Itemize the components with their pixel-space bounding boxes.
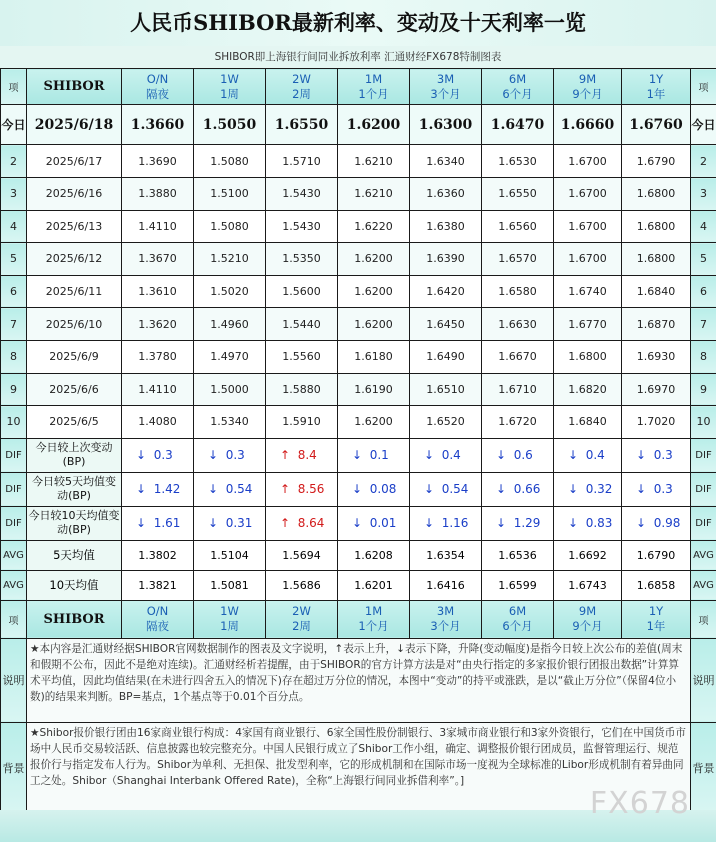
dif-number: 1.42 — [153, 482, 181, 497]
arrow-down-icon: ↓ — [636, 448, 647, 463]
dif-value — [338, 472, 410, 506]
dif-value — [338, 506, 410, 540]
today-date: 2025/6/18 — [27, 105, 122, 145]
history-rate: 1.5600 — [266, 275, 338, 308]
history-rate: 1.3780 — [122, 340, 194, 373]
arrow-up-icon: ↑ — [280, 516, 291, 531]
column-name: 1年 — [646, 86, 666, 101]
history-rate: 1.5560 — [266, 340, 338, 373]
avg-value: 1.5081 — [194, 570, 266, 600]
row-index: 5 — [1, 243, 27, 276]
row-index: 4 — [691, 210, 716, 243]
dif-value — [482, 438, 554, 472]
dif-value — [266, 438, 338, 472]
row-index: 9 — [691, 373, 716, 406]
today-rate: 1.6760 — [622, 105, 691, 145]
column-name: 1周 — [220, 86, 239, 101]
history-rate: 1.6550 — [482, 178, 554, 211]
history-rate: 1.3610 — [122, 275, 194, 308]
history-rate: 1.6840 — [622, 275, 691, 308]
arrow-down-icon: ↓ — [568, 448, 579, 463]
history-rate: 1.6490 — [410, 340, 482, 373]
history-date: 2025/6/11 — [27, 275, 122, 308]
history-rate: 1.6800 — [622, 243, 691, 276]
side-label-note: 说明 — [1, 638, 27, 722]
history-rate: 1.6800 — [622, 178, 691, 211]
history-rate: 1.6870 — [622, 308, 691, 341]
arrow-down-icon: ↓ — [496, 448, 507, 463]
row-index: 7 — [1, 308, 27, 341]
dif-number: 0.6 — [513, 448, 533, 463]
history-rate: 1.4110 — [122, 210, 194, 243]
side-label-header: 项 — [1, 69, 27, 105]
table-row — [1, 638, 716, 722]
history-rate: 1.4080 — [122, 406, 194, 439]
dif-value — [622, 506, 691, 540]
history-rate: 1.5000 — [194, 373, 266, 406]
column-header — [622, 600, 691, 638]
dif-number: 0.08 — [369, 482, 397, 497]
row-index: 5 — [691, 243, 716, 276]
dif-number: 0.1 — [369, 448, 389, 463]
row-index: 7 — [691, 308, 716, 341]
history-rate: 1.6200 — [338, 243, 410, 276]
column-header — [194, 69, 266, 105]
arrow-down-icon: ↓ — [208, 482, 219, 497]
side-label-avg: AVG — [1, 540, 27, 570]
column-code: 9M — [578, 604, 597, 619]
side-label-dif: DIF — [1, 506, 27, 540]
column-name: 2周 — [292, 619, 311, 634]
table-row — [1, 145, 716, 178]
side-label-header: 项 — [691, 69, 716, 105]
history-rate: 1.6360 — [410, 178, 482, 211]
history-rate: 1.4110 — [122, 373, 194, 406]
arrow-down-icon: ↓ — [636, 516, 647, 531]
avg-value: 1.6599 — [482, 570, 554, 600]
column-header — [554, 600, 622, 638]
history-rate: 1.5710 — [266, 145, 338, 178]
dif-value — [266, 506, 338, 540]
history-rate: 1.6200 — [338, 275, 410, 308]
page-subtitle: SHIBOR即上海银行间同业拆放利率 汇通财经FX678特制图表 — [0, 46, 716, 68]
avg-value: 1.6354 — [410, 540, 482, 570]
history-rate: 1.5430 — [266, 210, 338, 243]
dif-number: 0.66 — [513, 482, 541, 497]
history-rate: 1.6210 — [338, 178, 410, 211]
column-header — [410, 69, 482, 105]
history-date: 2025/6/17 — [27, 145, 122, 178]
side-label-background: 背景 — [691, 722, 716, 814]
dif-value — [554, 506, 622, 540]
rate-table — [0, 68, 716, 815]
arrow-down-icon: ↓ — [352, 482, 363, 497]
dif-value — [482, 472, 554, 506]
history-rate: 1.3620 — [122, 308, 194, 341]
avg-value: 1.6201 — [338, 570, 410, 600]
column-name: 1周 — [220, 619, 239, 634]
history-rate: 1.5440 — [266, 308, 338, 341]
header-label: SHIBOR — [27, 69, 122, 105]
history-rate: 1.4970 — [194, 340, 266, 373]
row-index: 4 — [1, 210, 27, 243]
avg-value: 1.3802 — [122, 540, 194, 570]
column-header — [194, 600, 266, 638]
dif-number: 1.61 — [153, 516, 181, 531]
history-date: 2025/6/16 — [27, 178, 122, 211]
dif-value — [338, 438, 410, 472]
arrow-down-icon: ↓ — [424, 448, 435, 463]
column-header — [338, 69, 410, 105]
history-rate: 1.6190 — [338, 373, 410, 406]
avg-value: 1.5104 — [194, 540, 266, 570]
arrow-down-icon: ↓ — [496, 482, 507, 497]
history-date: 2025/6/9 — [27, 340, 122, 373]
column-header — [122, 69, 194, 105]
dif-value — [622, 438, 691, 472]
table-row — [1, 243, 716, 276]
history-rate: 1.6580 — [482, 275, 554, 308]
side-label-note: 说明 — [691, 638, 716, 722]
column-header — [482, 69, 554, 105]
side-label-dif: DIF — [691, 438, 716, 472]
column-header — [338, 600, 410, 638]
history-rate: 1.6800 — [554, 340, 622, 373]
column-header — [266, 69, 338, 105]
table-row — [1, 406, 716, 439]
history-rate: 1.5430 — [266, 178, 338, 211]
history-rate: 1.6770 — [554, 308, 622, 341]
column-code: 1W — [220, 604, 239, 619]
row-index: 10 — [691, 406, 716, 439]
row-index: 8 — [1, 340, 27, 373]
history-rate: 1.6720 — [482, 406, 554, 439]
history-rate: 1.6180 — [338, 340, 410, 373]
history-rate: 1.6700 — [554, 178, 622, 211]
dif-value — [410, 472, 482, 506]
history-rate: 1.6970 — [622, 373, 691, 406]
dif-number: 0.32 — [585, 482, 613, 497]
dif-number: 0.4 — [585, 448, 605, 463]
today-rate: 1.6470 — [482, 105, 554, 145]
history-rate: 1.6560 — [482, 210, 554, 243]
row-index: 6 — [1, 275, 27, 308]
column-name: 1个月 — [358, 86, 389, 101]
dif-number: 0.4 — [441, 448, 461, 463]
history-rate: 1.6740 — [554, 275, 622, 308]
history-rate: 1.6380 — [410, 210, 482, 243]
row-index: 6 — [691, 275, 716, 308]
history-rate: 1.6700 — [554, 210, 622, 243]
history-rate: 1.6930 — [622, 340, 691, 373]
row-index: 3 — [691, 178, 716, 211]
arrow-up-icon: ↑ — [280, 482, 291, 497]
row-index: 8 — [691, 340, 716, 373]
dif-value — [266, 472, 338, 506]
side-label-today: 今日 — [691, 105, 716, 145]
row-index: 3 — [1, 178, 27, 211]
column-code: 3M — [436, 604, 455, 619]
column-header — [622, 69, 691, 105]
dif-number: 0.3 — [653, 448, 673, 463]
column-code: 1M — [364, 604, 383, 619]
dif-value — [194, 472, 266, 506]
dif-number: 0.01 — [369, 516, 397, 531]
table-row — [1, 105, 716, 145]
table-row — [1, 69, 716, 105]
history-rate: 1.6670 — [482, 340, 554, 373]
column-code: 9M — [578, 71, 597, 86]
column-name: 1个月 — [358, 619, 389, 634]
side-label-background: 背景 — [1, 722, 27, 814]
arrow-down-icon: ↓ — [352, 448, 363, 463]
avg-value: 1.3821 — [122, 570, 194, 600]
column-name: 6个月 — [502, 86, 533, 101]
arrow-down-icon: ↓ — [136, 448, 147, 463]
side-label-avg: AVG — [1, 570, 27, 600]
dif-number: 0.3 — [653, 482, 673, 497]
avg-value: 1.5694 — [266, 540, 338, 570]
history-rate: 1.5100 — [194, 178, 266, 211]
avg-value: 1.6692 — [554, 540, 622, 570]
history-rate: 1.5880 — [266, 373, 338, 406]
table-row — [1, 540, 716, 570]
table-row — [1, 210, 716, 243]
history-rate: 1.6210 — [338, 145, 410, 178]
side-label-header: 项 — [1, 600, 27, 638]
table-row — [1, 472, 716, 506]
column-name: 隔夜 — [146, 619, 169, 634]
avg-value: 1.6536 — [482, 540, 554, 570]
dif-value — [622, 472, 691, 506]
dif-number: 0.54 — [225, 482, 253, 497]
avg-label: 5天均值 — [27, 540, 122, 570]
dif-value — [122, 506, 194, 540]
side-label-header: 项 — [691, 600, 716, 638]
page-title: 人民币SHIBOR最新利率、变动及十天利率一览 — [0, 0, 716, 46]
history-rate: 1.6510 — [410, 373, 482, 406]
arrow-down-icon: ↓ — [136, 482, 147, 497]
history-rate: 1.7020 — [622, 406, 691, 439]
column-code: 3M — [436, 71, 455, 86]
history-date: 2025/6/10 — [27, 308, 122, 341]
column-code: O/N — [146, 604, 169, 619]
arrow-up-icon: ↑ — [280, 448, 291, 463]
history-rate: 1.6220 — [338, 210, 410, 243]
history-date: 2025/6/5 — [27, 406, 122, 439]
column-name: 3个月 — [430, 619, 461, 634]
column-header — [482, 600, 554, 638]
row-index: 10 — [1, 406, 27, 439]
row-index: 9 — [1, 373, 27, 406]
side-label-dif: DIF — [1, 472, 27, 506]
avg-value: 1.6416 — [410, 570, 482, 600]
history-rate: 1.6700 — [554, 243, 622, 276]
history-rate: 1.5020 — [194, 275, 266, 308]
side-label-avg: AVG — [691, 540, 716, 570]
column-header — [410, 600, 482, 638]
column-name: 9个月 — [572, 86, 603, 101]
avg-value: 1.6208 — [338, 540, 410, 570]
column-name: 6个月 — [502, 619, 533, 634]
column-header — [266, 600, 338, 638]
history-rate: 1.6450 — [410, 308, 482, 341]
column-code: O/N — [146, 71, 169, 86]
column-name: 2周 — [292, 86, 311, 101]
dif-number: 0.54 — [441, 482, 469, 497]
dif-number: 8.4 — [297, 448, 317, 463]
side-label-dif: DIF — [691, 472, 716, 506]
column-header — [554, 69, 622, 105]
dif-number: 0.3 — [225, 448, 245, 463]
arrow-down-icon: ↓ — [352, 516, 363, 531]
arrow-down-icon: ↓ — [424, 482, 435, 497]
background-text: ★Shibor报价银行团由16家商业银行构成：4家国有商业银行、6家全国性股份制银行、3家城市商业银行和3家外资银行，它们在中国货币市场中人民币交易较活跃、信息披露也较完整充分。中国人民银行成立了Shibor工作小组，确定、调整报价银行团成员，监督管理运行、规范报价行与指定发布人行为。Shibor为单利、无担保、批发型利率，它的形成机制和在国际市场一度视为全球标准的Libor形成机制有着异曲同工之处。Shibor（Shanghai Interbank Offered Rate)，全称“上海银行间同业拆借利率”。] — [27, 722, 691, 814]
row-index: 2 — [691, 145, 716, 178]
arrow-down-icon: ↓ — [208, 448, 219, 463]
history-rate: 1.6840 — [554, 406, 622, 439]
history-rate: 1.5350 — [266, 243, 338, 276]
dif-label: 今日较5天均值变动(BP) — [27, 472, 122, 506]
column-code: 1M — [364, 71, 383, 86]
table-row — [1, 506, 716, 540]
dif-value — [554, 438, 622, 472]
today-rate: 1.5050 — [194, 105, 266, 145]
side-label-today: 今日 — [1, 105, 27, 145]
history-rate: 1.5340 — [194, 406, 266, 439]
note-text: ★本内容是汇通财经据SHIBOR官网数据制作的图表及文字说明，↑表示上升，↓表示下降，升降(变动幅度)是指今日较上次公布的差值(周末和假期不公布，因此不是绝对连续)。汇通财经析若提醒，由于SHIBOR的官方计算方法是对“由央行指定的多家报价银行团报出数据”计算算术平均值，因此均值结果(在未进行四舍五入的情况下)存在超过万分位的情况，本图中“变动”的持平或涨跌，是以“截止万分位”（保留4位小数)的结果来判断。BP=基点，1个基点等于0.01个百分点。 — [27, 638, 691, 722]
table-row — [1, 275, 716, 308]
dif-value — [410, 506, 482, 540]
dif-value — [194, 506, 266, 540]
dif-label: 今日较10天均值变动(BP) — [27, 506, 122, 540]
dif-value — [554, 472, 622, 506]
column-code: 1W — [220, 71, 239, 86]
avg-value: 1.6743 — [554, 570, 622, 600]
column-header — [122, 600, 194, 638]
dif-number: 0.83 — [585, 516, 613, 531]
avg-value: 1.6790 — [622, 540, 691, 570]
table-row — [1, 308, 716, 341]
dif-value — [122, 472, 194, 506]
history-date: 2025/6/6 — [27, 373, 122, 406]
column-name: 9个月 — [572, 619, 603, 634]
today-rate: 1.6300 — [410, 105, 482, 145]
avg-label: 10天均值 — [27, 570, 122, 600]
column-code: 6M — [508, 71, 527, 86]
header-label: SHIBOR — [27, 600, 122, 638]
today-rate: 1.3660 — [122, 105, 194, 145]
today-rate: 1.6550 — [266, 105, 338, 145]
dif-label: 今日较上次变动(BP) — [27, 438, 122, 472]
arrow-down-icon: ↓ — [424, 516, 435, 531]
history-rate: 1.3880 — [122, 178, 194, 211]
column-name: 1年 — [646, 619, 666, 634]
column-code: 2W — [292, 604, 311, 619]
history-rate: 1.6390 — [410, 243, 482, 276]
history-rate: 1.6200 — [338, 406, 410, 439]
table-row — [1, 340, 716, 373]
dif-number: 0.3 — [153, 448, 173, 463]
history-rate: 1.5080 — [194, 145, 266, 178]
column-code: 6M — [508, 604, 527, 619]
arrow-down-icon: ↓ — [568, 482, 579, 497]
side-label-dif: DIF — [1, 438, 27, 472]
table-row — [1, 600, 716, 638]
arrow-down-icon: ↓ — [208, 516, 219, 531]
history-rate: 1.3670 — [122, 243, 194, 276]
history-date: 2025/6/12 — [27, 243, 122, 276]
history-rate: 1.4960 — [194, 308, 266, 341]
side-label-dif: DIF — [691, 506, 716, 540]
dif-number: 8.64 — [297, 516, 325, 531]
history-rate: 1.5910 — [266, 406, 338, 439]
dif-value — [122, 438, 194, 472]
history-rate: 1.5080 — [194, 210, 266, 243]
dif-value — [194, 438, 266, 472]
history-rate: 1.6340 — [410, 145, 482, 178]
today-rate: 1.6660 — [554, 105, 622, 145]
history-date: 2025/6/13 — [27, 210, 122, 243]
history-rate: 1.6200 — [338, 308, 410, 341]
history-rate: 1.6800 — [622, 210, 691, 243]
column-code: 1Y — [648, 71, 664, 86]
arrow-down-icon: ↓ — [136, 516, 147, 531]
table-row — [1, 570, 716, 600]
avg-value: 1.5686 — [266, 570, 338, 600]
dif-number: 1.29 — [513, 516, 541, 531]
arrow-down-icon: ↓ — [496, 516, 507, 531]
history-rate: 1.6700 — [554, 145, 622, 178]
column-name: 3个月 — [430, 86, 461, 101]
column-code: 2W — [292, 71, 311, 86]
arrow-down-icon: ↓ — [636, 482, 647, 497]
avg-value: 1.6858 — [622, 570, 691, 600]
today-rate: 1.6200 — [338, 105, 410, 145]
history-rate: 1.6530 — [482, 145, 554, 178]
history-rate: 1.6790 — [622, 145, 691, 178]
dif-value — [482, 506, 554, 540]
column-code: 1Y — [648, 604, 664, 619]
watermark-logo: FX678 — [589, 786, 690, 821]
dif-number: 0.98 — [653, 516, 681, 531]
table-row — [1, 373, 716, 406]
row-index: 2 — [1, 145, 27, 178]
dif-number: 8.56 — [297, 482, 325, 497]
history-rate: 1.6630 — [482, 308, 554, 341]
history-rate: 1.3690 — [122, 145, 194, 178]
history-rate: 1.5210 — [194, 243, 266, 276]
dif-number: 1.16 — [441, 516, 469, 531]
arrow-down-icon: ↓ — [568, 516, 579, 531]
history-rate: 1.6570 — [482, 243, 554, 276]
history-rate: 1.6820 — [554, 373, 622, 406]
table-row — [1, 178, 716, 211]
history-rate: 1.6420 — [410, 275, 482, 308]
side-label-avg: AVG — [691, 570, 716, 600]
history-rate: 1.6710 — [482, 373, 554, 406]
column-name: 隔夜 — [146, 86, 169, 101]
dif-value — [410, 438, 482, 472]
dif-number: 0.31 — [225, 516, 253, 531]
history-rate: 1.6520 — [410, 406, 482, 439]
table-row — [1, 438, 716, 472]
